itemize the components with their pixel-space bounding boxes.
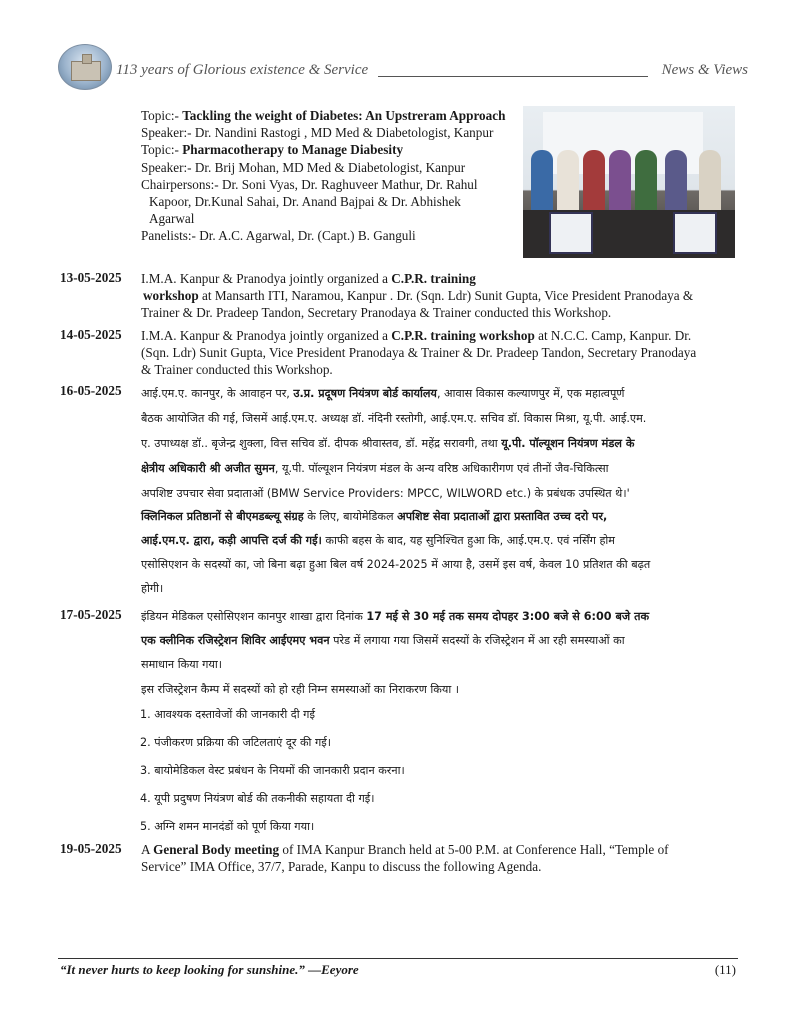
footer-quote: “It never hurts to keep looking for sunshine.” —Eeyore <box>60 962 359 977</box>
topic-label: Topic:- <box>141 142 183 158</box>
topic-label: Topic:- <box>141 108 183 123</box>
entry-text: I.M.A. Kanpur & Pranodya jointly organized a C.P.R. training workshop at Mansarth ITI, Naramou, Kanpur . Dr. (Sqn. Ldr) Sunit Gupta, Vice President Pranodaya & Trainer & Dr. Pradeep Tandon, Secretary Pranodaya & Trainer conducted this Workshop. <box>141 271 694 321</box>
header-section: News & Views <box>661 62 748 78</box>
entry-date: 17-05-2025 <box>60 607 122 622</box>
list-item: 1. आवश्यक दस्तावेजों की जानकारी दी गई <box>140 708 315 721</box>
list-intro: इस रजिस्ट्रेशन कैम्प में सदस्यों को हो रही निम्न समस्याओं का निराकरण किया । <box>141 683 460 696</box>
list-item: 2. पंजीकरण प्रक्रिया की जटिलताएं दूर की गई। <box>140 736 332 749</box>
entry-text-hindi: इंडियन मेडिकल एसोसिएशन कानपुर शाखा द्वारा दिनांक 17 मई से 30 मई तक समय दोपहर 3:00 बजे से 6:00 बजे तक एक क्लीनिक रजिस्ट्रेशन शिविर आईएमए भवन परेड में लगाया गया जिसमें सदस्यों के रजिस्ट्रेशन में आ रही समस्याओं का समाधान किया गया। <box>141 610 650 671</box>
list-item: 3. बायोमेडिकल वेस्ट प्रबंधन के नियमों की जानकारी प्रदान करना। <box>140 764 405 777</box>
ima-building-logo <box>58 44 112 90</box>
speaker-line: Speaker:- Dr. Nandini Rastogi , MD Med & Diabetologist, Kanpur <box>141 125 494 141</box>
entry-text: I.M.A. Kanpur & Pranodya jointly organized a C.P.R. training workshop at N.C.C. Camp, Kanpur. Dr. (Sqn. Ldr) Sunit Gupta, Vice President Pranodaya & Trainer & Dr. Pradeep Tandon, Secretary Pranodaya & Trainer conducted this Workshop. <box>141 328 697 378</box>
topic-block <box>141 107 516 245</box>
footer-rule <box>58 958 738 959</box>
chairpersons-line: Agarwal <box>149 211 195 227</box>
header-rule <box>378 76 648 77</box>
topic-title: Pharmacotherapy to Manage Diabesity <box>182 142 404 158</box>
entry-text: A General Body meeting of IMA Kanpur Branch held at 5-00 P.M. at Conference Hall, “Temple of Service” IMA Office, 37/7, Parade, Kanpu to discuss the following Agenda. <box>141 842 669 875</box>
list-item: 4. यूपी प्रदुषण नियंत्रण बोर्ड की तकनीकी सहायता दी गई। <box>140 792 375 805</box>
entry-text-hindi: क्लिनिकल प्रतिष्ठानों से बीएमडब्ल्यू संग्रह के लिए, बायोमेडिकल अपशिष्ट सेवा प्रदाताओं द्वारा प्रस्तावित उच्च दरो पर, आई.एम.ए. द्वारा, कड़ी आपत्ति दर्ज की गई। काफी बहस के बाद, यह सुनिश्चित हुआ कि, आई.एम.ए. एवं नर्सिंग होम एसोसिएशन के सदस्यों का, जो बिना बढ़ा हुआ बिल वर्ष 2024-2025 में आया है, उसमें इस वर्ष, केवल 10 प्रतिशत की बढ़त होगी। <box>141 510 651 595</box>
entry-date: 13-05-2025 <box>60 270 122 285</box>
entry-date: 14-05-2025 <box>60 327 122 342</box>
chairpersons-line: Chairpersons:- Dr. Soni Vyas, Dr. Raghuveer Mathur, Dr. Rahul <box>141 176 478 192</box>
page-number: (11) <box>714 962 736 977</box>
speaker-line: Speaker:- Dr. Brij Mohan, MD Med & Diabetologist, Kanpur <box>141 159 466 175</box>
header-title: 113 years of Glorious existence & Service <box>116 62 369 78</box>
entry-text-hindi: आई.एम.ए. कानपुर, के आवाहन पर, उ.प्र. प्रदूषण नियंत्रण बोर्ड कार्यालय, आवास विकास कल्याणपुर में, एक महात्वपूर्ण बैठक आयोजित की गई, जिसमें आई.एम.ए. अध्यक्ष डॉ. नंदिनी रस्तोगी, आई.एम.ए. सचिव डॉ. विकास मिश्रा, यू.पी. आई.एम. ए. उपाध्यक्ष डॉ.. बृजेन्द्र शुक्ला, वित्त सचिव डॉ. दीपक श्रीवास्तव, डॉ. महेंद्र सरावगी, तथा यू.पी. पॉल्यूशन नियंत्रण मंडल के क्षेत्रीय अधिकारी श्री अजीत सुमन, यू.पी. पॉल्यूशन नियंत्रण मंडल के अन्य वरिष्ठ अधिकारीगण एवं तीनों जैव-चिकित्सा अपशिष्ट उपचार सेवा प्रदाताओं (BMW Service Providers: MPCC, WILWORD etc.) के प्रबंधक उपस्थित थे।' <box>141 387 647 500</box>
panelists-line: Panelists:- Dr. A.C. Agarwal, Dr. (Capt.) B. Ganguli <box>141 228 416 244</box>
page-header <box>58 44 748 90</box>
event-photo <box>523 106 735 258</box>
list-item: 5. अग्नि शमन मानदंडों को पूर्ण किया गया। <box>140 820 315 833</box>
topic-title: Tackling the weight of Diabetes: An Upstreram Approach <box>182 108 506 123</box>
entry-date: 19-05-2025 <box>60 841 122 856</box>
entry-date: 16-05-2025 <box>60 383 122 398</box>
chairpersons-line: Kapoor, Dr.Kunal Sahai, Dr. Anand Bajpai & Dr. Abhishek <box>149 194 461 210</box>
